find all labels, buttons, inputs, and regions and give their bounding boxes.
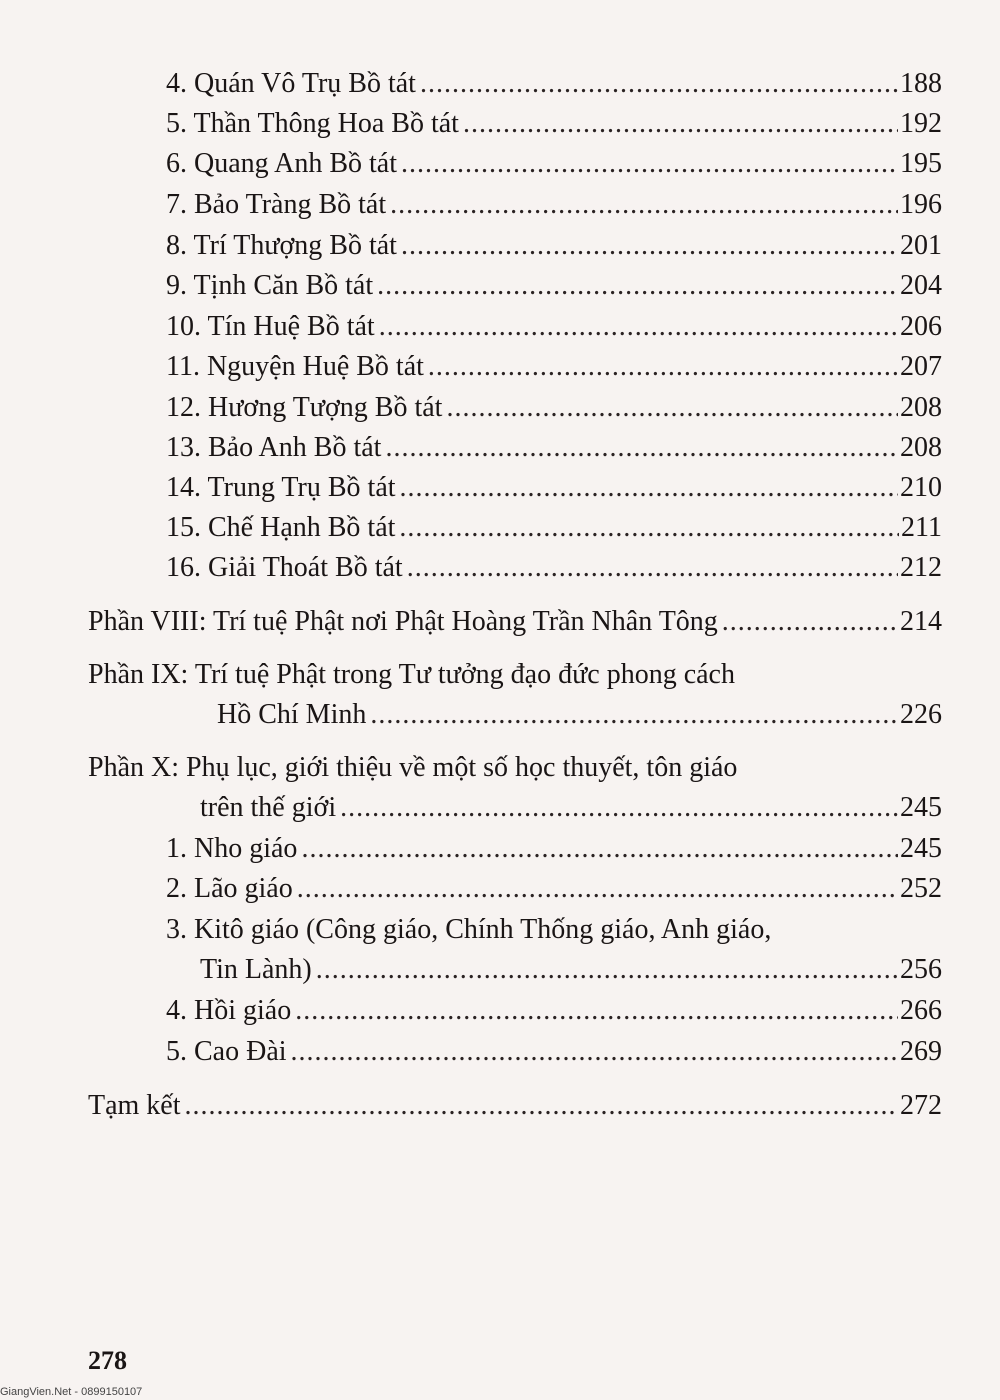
toc-entry-page: 256 <box>900 954 942 985</box>
toc-entry-label: Hồ Chí Minh <box>217 699 367 730</box>
toc-entry-label: 5. Thần Thông Hoa Bồ tát <box>166 108 459 139</box>
toc-entry <box>166 191 942 219</box>
toc-entry-label: 7. Bảo Tràng Bồ tát <box>166 189 387 220</box>
toc-entry <box>166 313 942 341</box>
toc-entry-page: 252 <box>900 873 942 904</box>
toc-entry <box>166 272 942 300</box>
toc-entry-label: Phần VIII: Trí tuệ Phật nơi Phật Hoàng Trần Nhân Tông <box>88 606 718 637</box>
toc-entry-label: 4. Hồi giáo <box>166 995 292 1026</box>
dot-leader <box>400 474 898 502</box>
dot-leader <box>295 997 898 1025</box>
toc-entry-label: 4. Quán Vô Trụ Bồ tát <box>166 68 416 99</box>
toc-entry-page: 207 <box>900 351 942 382</box>
toc-entry <box>166 997 942 1025</box>
toc-entry-page: 272 <box>900 1090 942 1121</box>
toc-entry-label: 11. Nguyện Huệ Bồ tát <box>166 351 424 382</box>
dot-leader <box>428 353 898 381</box>
toc-entry-page: 206 <box>900 311 942 342</box>
toc-entry-heading: 3. Kitô giáo (Công giáo, Chính Thống giáo, Anh giáo, <box>166 914 772 945</box>
dot-leader <box>379 313 898 341</box>
toc-entry-page: 245 <box>900 833 942 864</box>
toc-entry-label: 2. Lão giáo <box>166 873 293 904</box>
toc-entry-label: Tin Lành) <box>200 954 312 985</box>
toc-entry-label: 1. Nho giáo <box>166 833 298 864</box>
dot-leader <box>390 191 898 219</box>
toc-entry-page: 214 <box>900 606 942 637</box>
dot-leader <box>370 701 898 729</box>
toc-entry <box>166 150 942 178</box>
toc-entry-label: Tạm kết <box>88 1090 181 1121</box>
toc-entry <box>166 835 942 863</box>
toc-entry-label: 15. Chế Hạnh Bồ tát <box>166 512 396 543</box>
dot-leader <box>377 272 898 300</box>
toc-entry-label: 14. Trung Trụ Bồ tát <box>166 472 396 503</box>
watermark: GiangVien.Net - 0899150107 <box>0 1386 143 1398</box>
toc-entry-label: 6. Quang Anh Bồ tát <box>166 148 397 179</box>
toc-entry-label: trên thế giới <box>200 792 337 823</box>
toc-part-heading: Phần IX: Trí tuệ Phật trong Tư tưởng đạo đức phong cách <box>88 659 735 690</box>
dot-leader <box>446 394 898 422</box>
toc-entry-page: 269 <box>900 1036 942 1067</box>
toc-entry <box>200 794 942 822</box>
toc-entry-page: 188 <box>900 68 942 99</box>
toc-entry-label: 13. Bảo Anh Bồ tát <box>166 432 382 463</box>
dot-leader <box>316 956 898 984</box>
toc-entry-page: 204 <box>900 270 942 301</box>
dot-leader <box>185 1092 898 1120</box>
dot-leader <box>297 875 898 903</box>
dot-leader <box>385 434 898 462</box>
toc-entry <box>166 232 942 260</box>
toc-entry-label: 12. Hương Tượng Bồ tát <box>166 392 443 423</box>
toc-entry-label: 8. Trí Thượng Bồ tát <box>166 230 397 261</box>
toc-entry-page: 196 <box>900 189 942 220</box>
toc-entry <box>166 875 942 903</box>
toc-entry-page: 195 <box>900 148 942 179</box>
dot-leader <box>401 232 898 260</box>
toc-entry <box>166 514 942 542</box>
dot-leader <box>401 150 898 178</box>
toc-part-heading: Phần X: Phụ lục, giới thiệu về một số học thuyết, tôn giáo <box>88 752 738 783</box>
toc-part-entry <box>88 1092 942 1120</box>
toc-entry-page: 266 <box>900 995 942 1026</box>
toc-entry <box>166 474 942 502</box>
toc-entry <box>166 70 942 98</box>
toc-entry-page: 192 <box>900 108 942 139</box>
toc-entry <box>166 434 942 462</box>
page-number: 278 <box>88 1346 127 1375</box>
toc-entry-label: 5. Cao Đài <box>166 1036 287 1067</box>
dot-leader <box>399 514 899 542</box>
toc-entry-page: 208 <box>900 432 942 463</box>
toc-entry-page: 208 <box>900 392 942 423</box>
toc-entry <box>200 956 942 984</box>
toc-entry-label: 10. Tín Huệ Bồ tát <box>166 311 375 342</box>
toc-entry-page: 211 <box>901 512 942 543</box>
dot-leader <box>463 110 898 138</box>
toc-entry <box>166 110 942 138</box>
toc-part-entry <box>88 608 942 636</box>
toc-entry-page: 201 <box>900 230 942 261</box>
dot-leader <box>407 554 898 582</box>
toc-entry <box>166 353 942 381</box>
toc-entry-page: 226 <box>900 699 942 730</box>
toc-entry-label: 16. Giải Thoát Bồ tát <box>166 552 403 583</box>
toc-entry-page: 212 <box>900 552 942 583</box>
dot-leader <box>301 835 898 863</box>
toc-entry <box>166 394 942 422</box>
dot-leader <box>420 70 898 98</box>
toc-entry-label: 9. Tịnh Căn Bồ tát <box>166 270 374 301</box>
toc-entry <box>217 701 942 729</box>
toc-entry <box>166 1038 942 1066</box>
dot-leader <box>291 1038 898 1066</box>
dot-leader <box>722 608 898 636</box>
toc-entry-page: 210 <box>900 472 942 503</box>
dot-leader <box>340 794 898 822</box>
toc-entry <box>166 554 942 582</box>
toc-entry-page: 245 <box>900 792 942 823</box>
